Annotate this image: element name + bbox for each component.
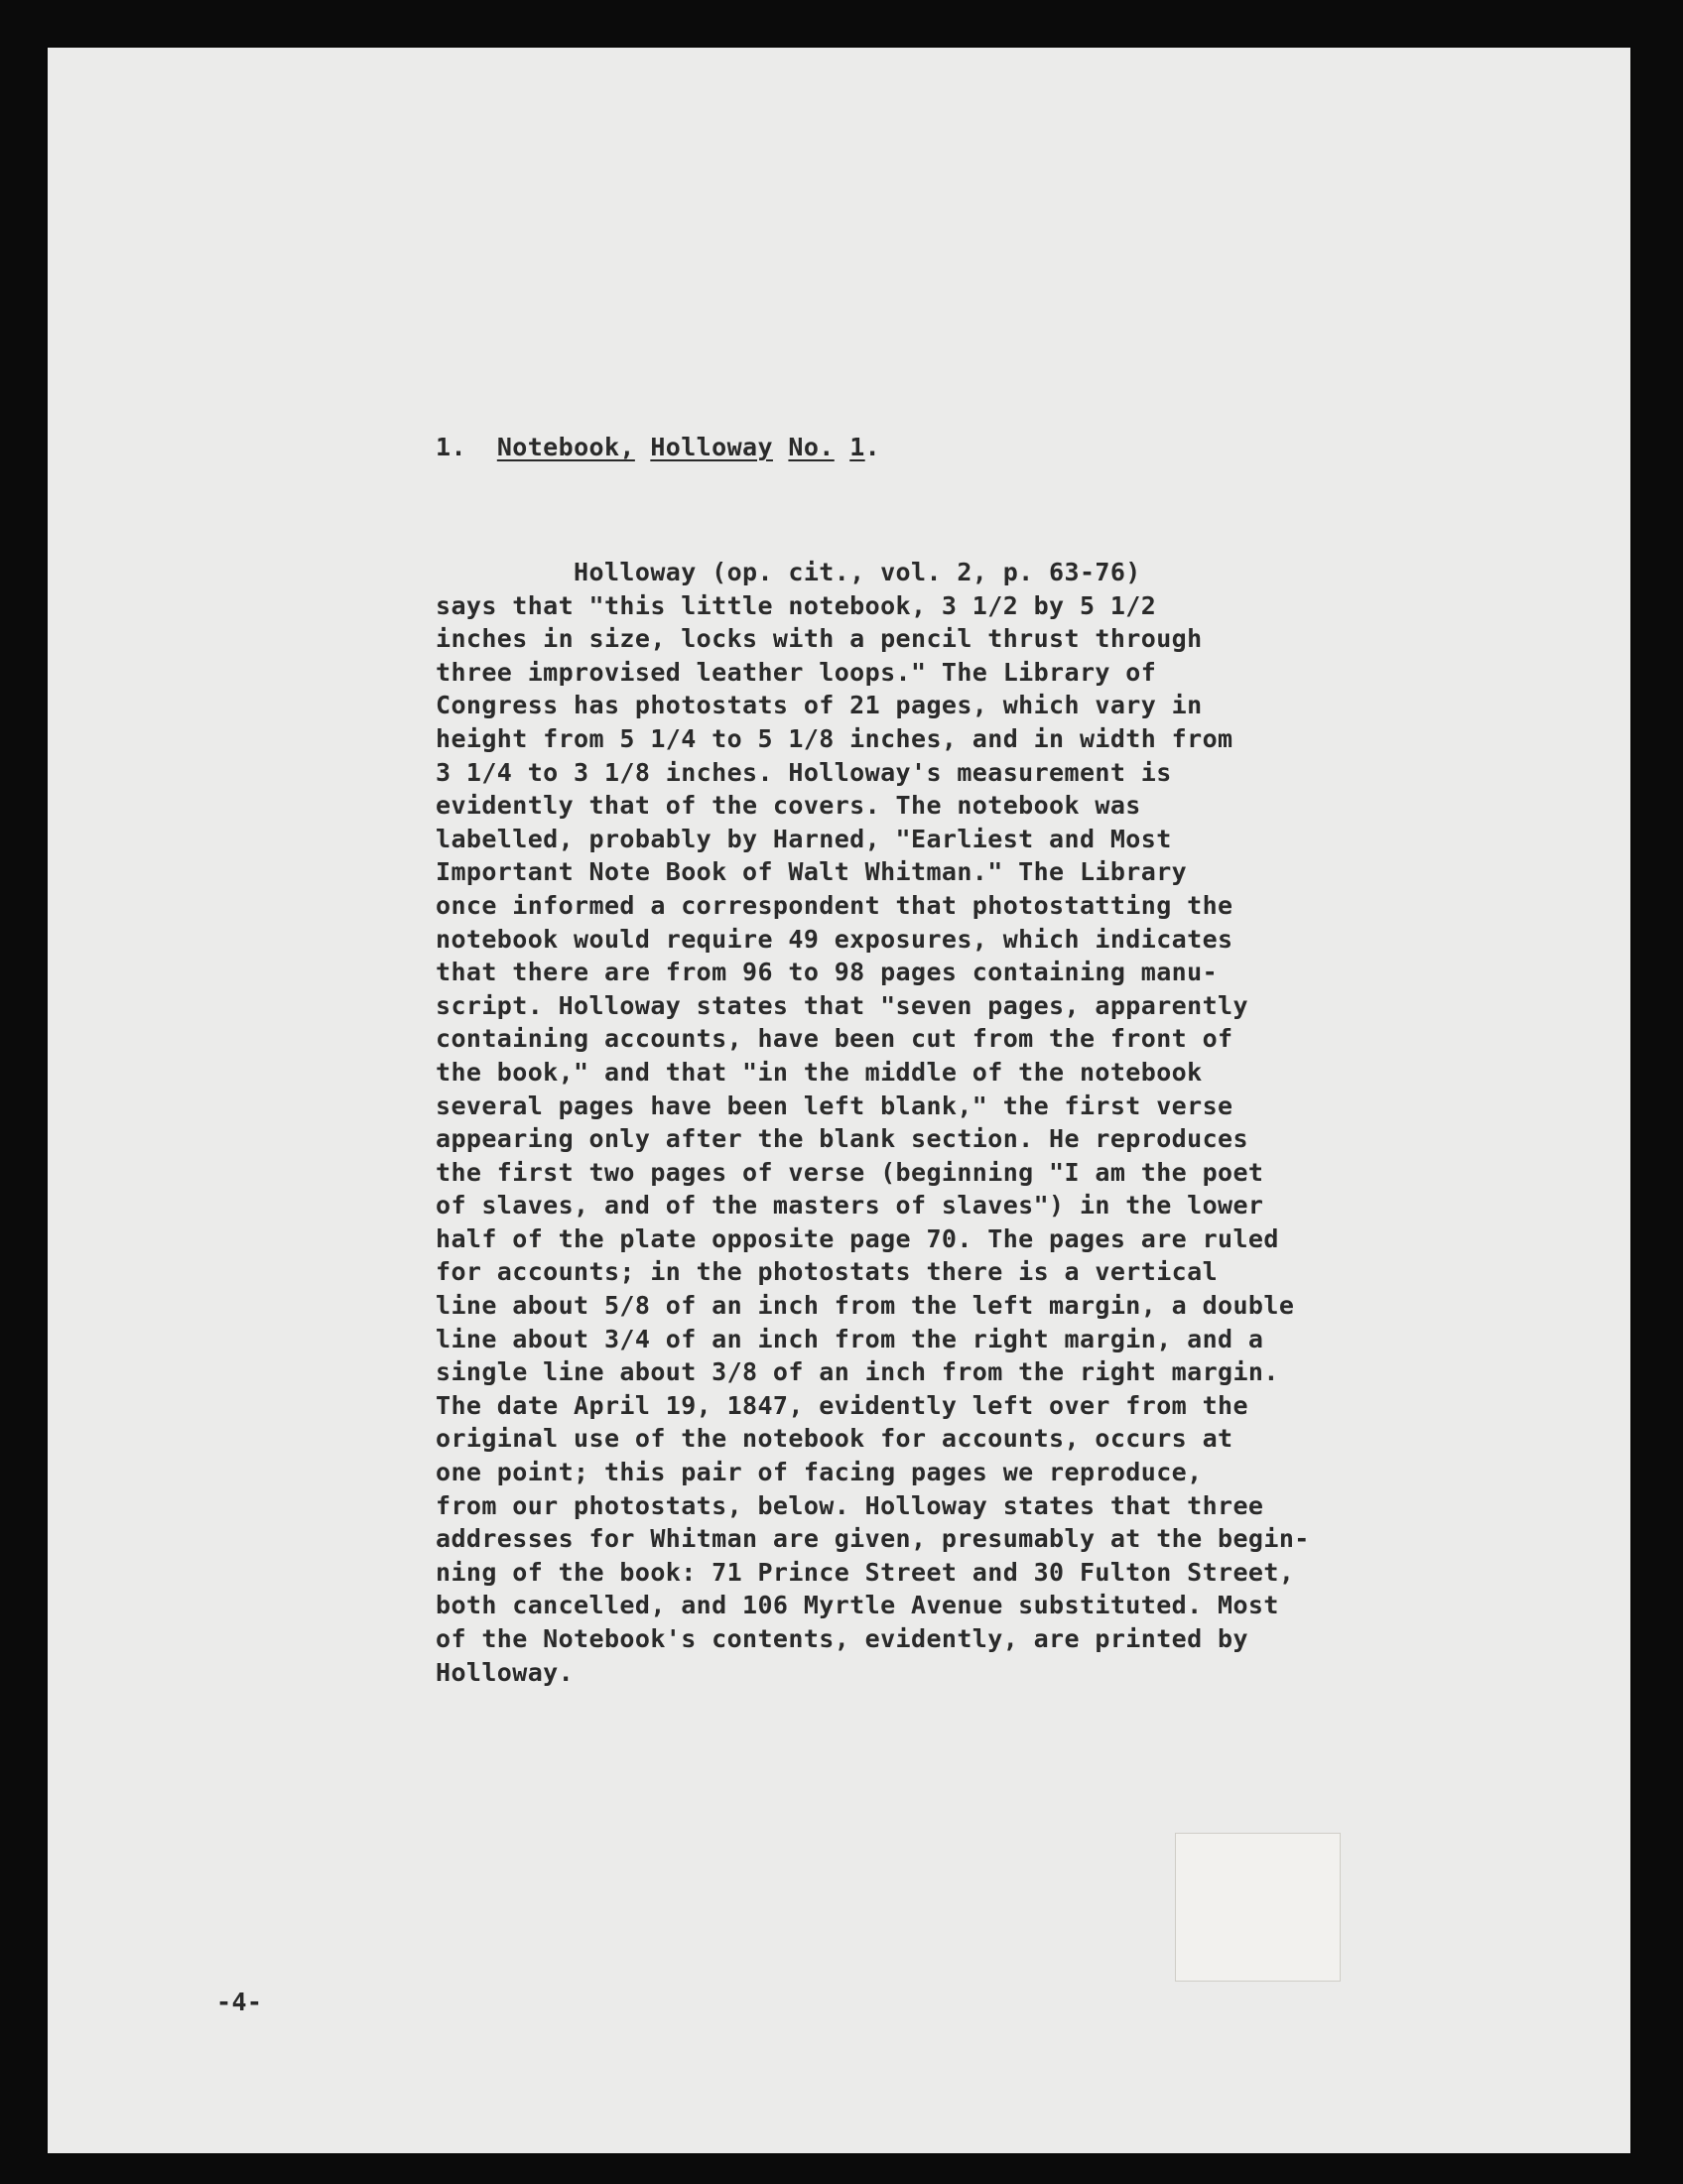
paragraph-line: Important Note Book of Walt Whitman." The Library [436, 857, 1188, 887]
paragraph-line: one point; this pair of facing pages we reproduce, [436, 1458, 1203, 1487]
paragraph-line: Holloway. [436, 1657, 575, 1687]
document-page [48, 48, 1630, 2153]
paragraph-line: of the Notebook's contents, evidently, are printed by [436, 1624, 1248, 1653]
paragraph-line: line about 3/4 of an inch from the right margin, and a [436, 1324, 1264, 1353]
paragraph-line: notebook would require 49 exposures, which indicates [436, 924, 1233, 954]
paragraph-line: 3 1/4 to 3 1/8 inches. Holloway's measurement is [436, 757, 1172, 787]
paragraph-line: line about 5/8 of an inch from the left margin, a double [436, 1291, 1295, 1321]
body-paragraph [436, 556, 1428, 1689]
heading-title-no: No. [788, 433, 835, 461]
paragraph-line: of slaves, and of the masters of slaves") in the lower [436, 1191, 1264, 1220]
paragraph-line: Holloway (op. cit., vol. 2, p. 63-76) [436, 558, 1141, 586]
paragraph-line: The date April 19, 1847, evidently left over from the [436, 1390, 1248, 1420]
paragraph-line: half of the plate opposite page 70. The pages are ruled [436, 1223, 1279, 1253]
paragraph-line: height from 5 1/4 to 5 1/8 inches, and in width from [436, 723, 1233, 753]
heading-title-end: . [864, 433, 881, 461]
paragraph-line: script. Holloway states that "seven pages, apparently [436, 990, 1248, 1020]
paragraph-line: addresses for Whitman are given, presumably at the begin- [436, 1524, 1310, 1554]
paragraph-line: from our photostats, below. Holloway states that three [436, 1490, 1264, 1520]
paragraph-line: that there are from 96 to 98 pages containing manu- [436, 958, 1219, 987]
paragraph-line: original use of the notebook for accounts, occurs at [436, 1424, 1233, 1454]
pasted-paper-slip [1175, 1833, 1341, 1982]
paragraph-line: Congress has photostats of 21 pages, which vary in [436, 691, 1203, 720]
paragraph-line: once informed a correspondent that photostatting the [436, 890, 1233, 920]
heading-title-holloway: Holloway [650, 433, 773, 461]
paragraph-line: says that "this little notebook, 3 1/2 by 5 1/2 [436, 590, 1157, 620]
paragraph-line: the book," and that "in the middle of the notebook [436, 1057, 1203, 1087]
paragraph-line: containing accounts, have been cut from the front of [436, 1024, 1233, 1054]
paragraph-line: evidently that of the covers. The notebook was [436, 791, 1141, 821]
paragraph-line: several pages have been left blank," the first verse [436, 1091, 1233, 1120]
heading-number: 1. [436, 433, 466, 461]
paragraph-line: for accounts; in the photostats there is a vertical [436, 1257, 1219, 1287]
paragraph-line: appearing only after the blank section. He reproduces [436, 1124, 1248, 1154]
paragraph-line: the first two pages of verse (beginning "I am the poet [436, 1157, 1264, 1187]
paragraph-line: inches in size, locks with a pencil thrust through [436, 624, 1203, 654]
paragraph-line: both cancelled, and 106 Myrtle Avenue substituted. Most [436, 1591, 1279, 1620]
paragraph-line: single line about 3/8 of an inch from the right margin. [436, 1357, 1279, 1387]
paragraph-line: ning of the book: 71 Prince Street and 30 Fulton Street, [436, 1557, 1295, 1587]
heading-title-number: 1 [849, 433, 865, 461]
page-number: -4- [216, 1988, 263, 2016]
paragraph-line: labelled, probably by Harned, "Earliest and Most [436, 824, 1172, 853]
section-heading [436, 433, 880, 461]
paragraph-line: three improvised leather loops." The Library of [436, 657, 1157, 687]
heading-title-notebook: Notebook, [496, 433, 635, 461]
